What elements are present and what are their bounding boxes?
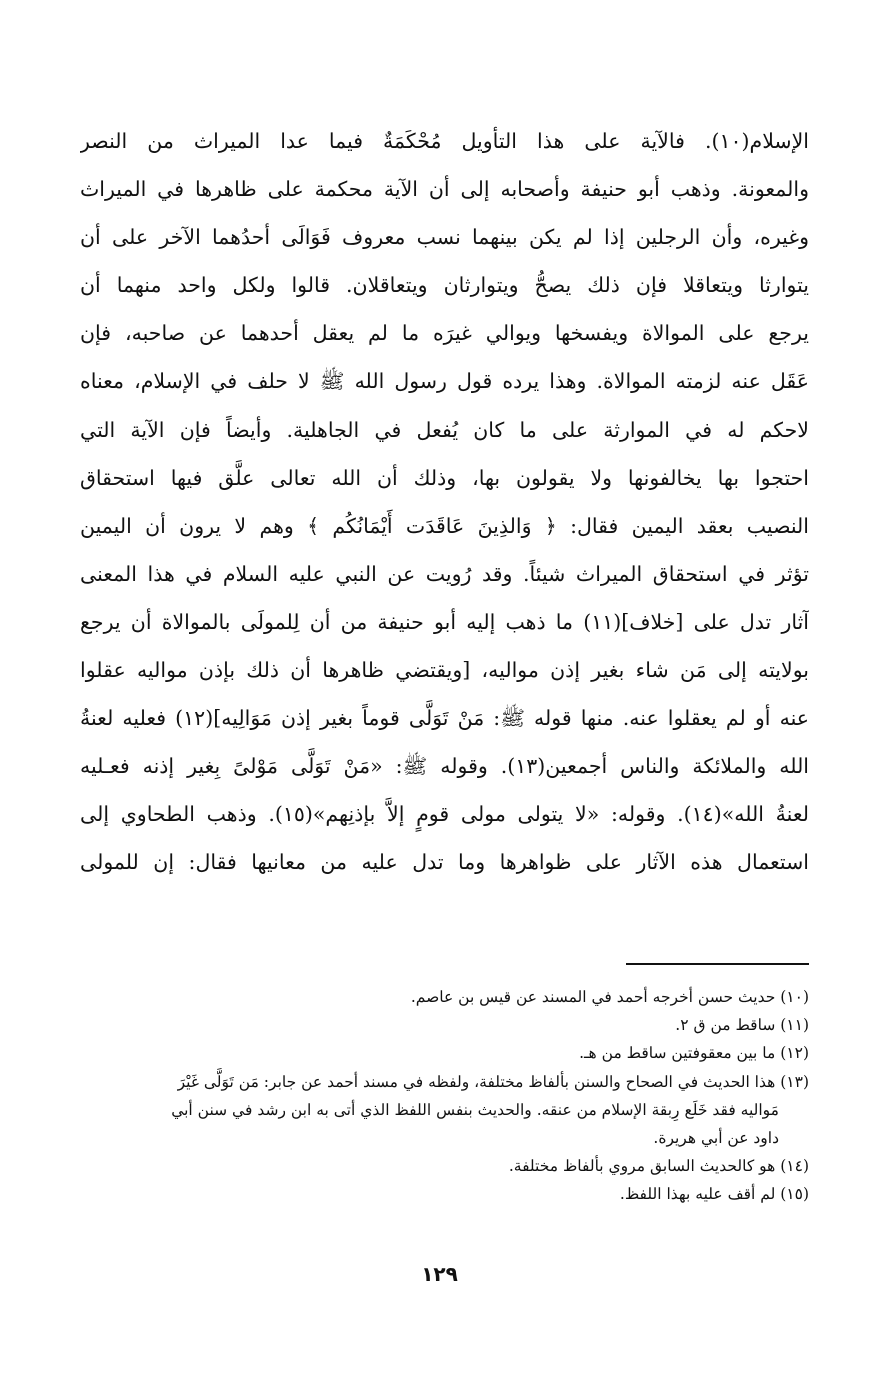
text-line: النصيب بعقد اليمين فقال: ﴿ وَالذِينَ عَاقَدَت أَيْمَانُكُم ﴾ وهم لا يرون أن اليمين [80,513,809,538]
main-text-body [80,117,809,887]
footnote-10: (١٠) حديث حسن أخرجه أحمد في المسند عن قيس بن عاصم. [410,988,809,1006]
text-line: الإسلام(١٠). فالآية على هذا التأويل مُحْكَمَةٌ فيما عدا الميراث من النصر [80,129,809,153]
footnote-12: (١٢) ما بين معقوفتين ساقط من هـ. [579,1044,809,1063]
text-line: وغيره، وأن الرجلين إذا لم يكن بينهما نسب معروف فَوَالَى أحدُهما الآخر على أن [80,225,809,250]
footnote-13-continued: مَواليه فقد خَلَع رِبقة الإسلام من عنقه. والحديث بنفس اللفظ الذي أتى به ابن رشد في سنن أبي [171,1100,779,1119]
text-line: احتجوا بها يخالفونها ولا يقولون بها، وذلك أن الله تعالى علَّق فيها استحقاق [80,465,809,490]
footnote-separator [626,963,809,965]
text-line: عنه أو لم يعقلوا عنه. منها قوله ﷺ: مَنْ تَوَلَّى قوماً بغير إذن مَوَالِيه](١٢) فعليه لعنةُ [80,706,809,731]
text-line: عَقَل عنه لزمته الموالاة. وهذا يرده قول رسول الله ﷺ لا حلف في الإسلام، معناه [80,369,809,394]
footnote-14: (١٤) هو كالحديث السابق مروي بألفاظ مختلفة. [508,1157,809,1176]
text-line: آثار تدل على [خلاف](١١) ما ذهب إليه أبو حنيفة من أن لِلمولَى بالموالاة أن يرجع [80,609,809,634]
text-line: تؤثر في استحقاق الميراث شيئاً. وقد رُويت عن النبي عليه السلام في هذا المعنى [80,561,809,586]
text-line: يرجع على الموالاة ويفسخها ويوالي غيرَه ما لم يعقل أحدهما عن صاحبه، فإن [80,321,809,346]
text-line: استعمال هذه الآثار على ظواهرها وما تدل عليه من معانيها فقال: إن للمولى [80,850,809,875]
text-line: والمعونة. وذهب أبو حنيفة وأصحابه إلى أن الآية محكمة على ظاهرها في الميراث [80,177,809,202]
footnote-13: (١٣) هذا الحديث في الصحاح والسنن بألفاظ مختلفة، ولفظه في مسند أحمد عن جابر: مَن تَوَلَّى غَيْرَ [177,1072,809,1091]
text-line: لاحكم له في الموارثة على ما كان يُفعل في الجاهلية. وأيضاً فإن الآية التي [80,417,809,442]
footnotes [100,983,809,1209]
footnote-11: (١١) ساقط من ق ٢. [675,1016,809,1035]
footnote-15: (١٥) لم أقف عليه بهذا اللفظ. [619,1185,809,1204]
text-line: الله والملائكة والناس أجمعين(١٣). وقوله ﷺ: «مَنْ تَوَلَّى مَوْلىً بِغير إذنه فعـليه [80,754,809,779]
page-number: ١٢٩ [421,1262,458,1286]
text-line: يتوارثا ويتعاقلا فإن ذلك يصحُّ ويتوارثان ويتعاقلان. قالوا ولكل واحد منهما أن [80,273,809,298]
footnote-13-continued: داود عن أبي هريرة. [653,1128,779,1147]
text-line: لعنةُ الله»(١٤). وقوله: «لا يتولى مولى قومٍ إلاَّ بإذنِهم»(١٥). وذهب الطحاوي إلى [80,802,809,827]
text-line: بولايته إلى مَن شاء بغير إذن مواليه، [ويقتضي ظاهرها أن ذلك بإذن مواليه عقلوا [80,658,809,683]
